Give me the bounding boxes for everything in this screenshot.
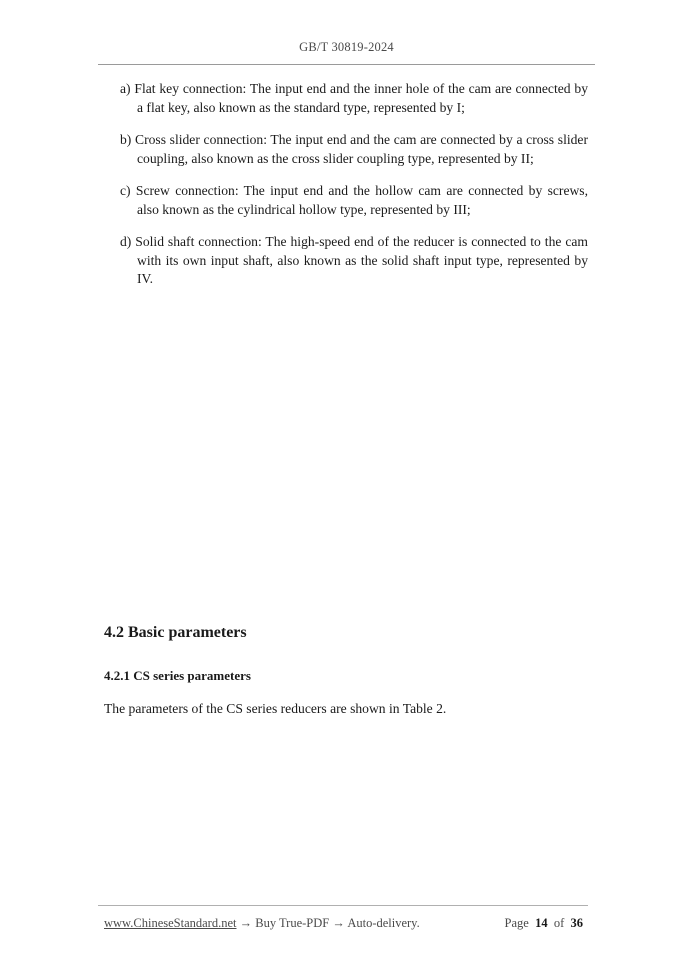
auto-delivery-text: Auto-delivery. — [347, 916, 420, 930]
footer-divider — [98, 905, 588, 906]
body-paragraph: The parameters of the CS series reducers are shown in Table 2. — [104, 701, 447, 716]
section-heading: 4.2 Basic parameters — [104, 624, 247, 641]
arrow-icon: → — [332, 916, 345, 930]
list-item-text: Flat key connection: The input end and the inner hole of the cam are connected by a flat key, also known as the standard type, represented by I; — [134, 81, 588, 115]
site-link[interactable]: www.ChineseStandard.net — [104, 916, 237, 930]
list-item-label: a) — [120, 81, 131, 96]
footer-promo — [104, 916, 420, 931]
list-item-b — [120, 131, 588, 168]
connection-types-list — [120, 80, 588, 303]
current-page-number: 14 — [535, 916, 548, 930]
header-divider — [98, 64, 595, 65]
arrow-icon: → — [239, 916, 253, 930]
list-item-label: c) — [120, 183, 131, 198]
list-item-label: b) — [120, 132, 132, 147]
list-item-text: Screw connection: The input end and the hollow cam are connected by screws, also known as the cylindrical hollow type, represented by III; — [135, 183, 588, 217]
total-page-count: 36 — [570, 916, 583, 930]
list-item-text: Solid shaft connection: The high-speed end of the reducer is connected to the cam with its own input shaft, also known as the solid shaft input type, represented by IV. — [135, 234, 588, 286]
list-item-d — [120, 233, 588, 289]
list-item-text: Cross slider connection: The input end and the cam are connected by a cross slider coupling, also known as the cross slider coupling type, represented by II; — [135, 132, 588, 166]
subsection-heading: 4.2.1 CS series parameters — [104, 668, 251, 683]
document-header-title: GB/T 30819-2024 — [299, 40, 394, 54]
list-item-c — [120, 182, 588, 219]
list-item-label: d) — [120, 234, 132, 249]
of-label: of — [553, 916, 565, 930]
page-label: Page — [504, 916, 529, 930]
buy-pdf-text: Buy True-PDF — [255, 916, 330, 930]
list-item-a — [120, 80, 588, 117]
page-indicator — [505, 916, 583, 931]
